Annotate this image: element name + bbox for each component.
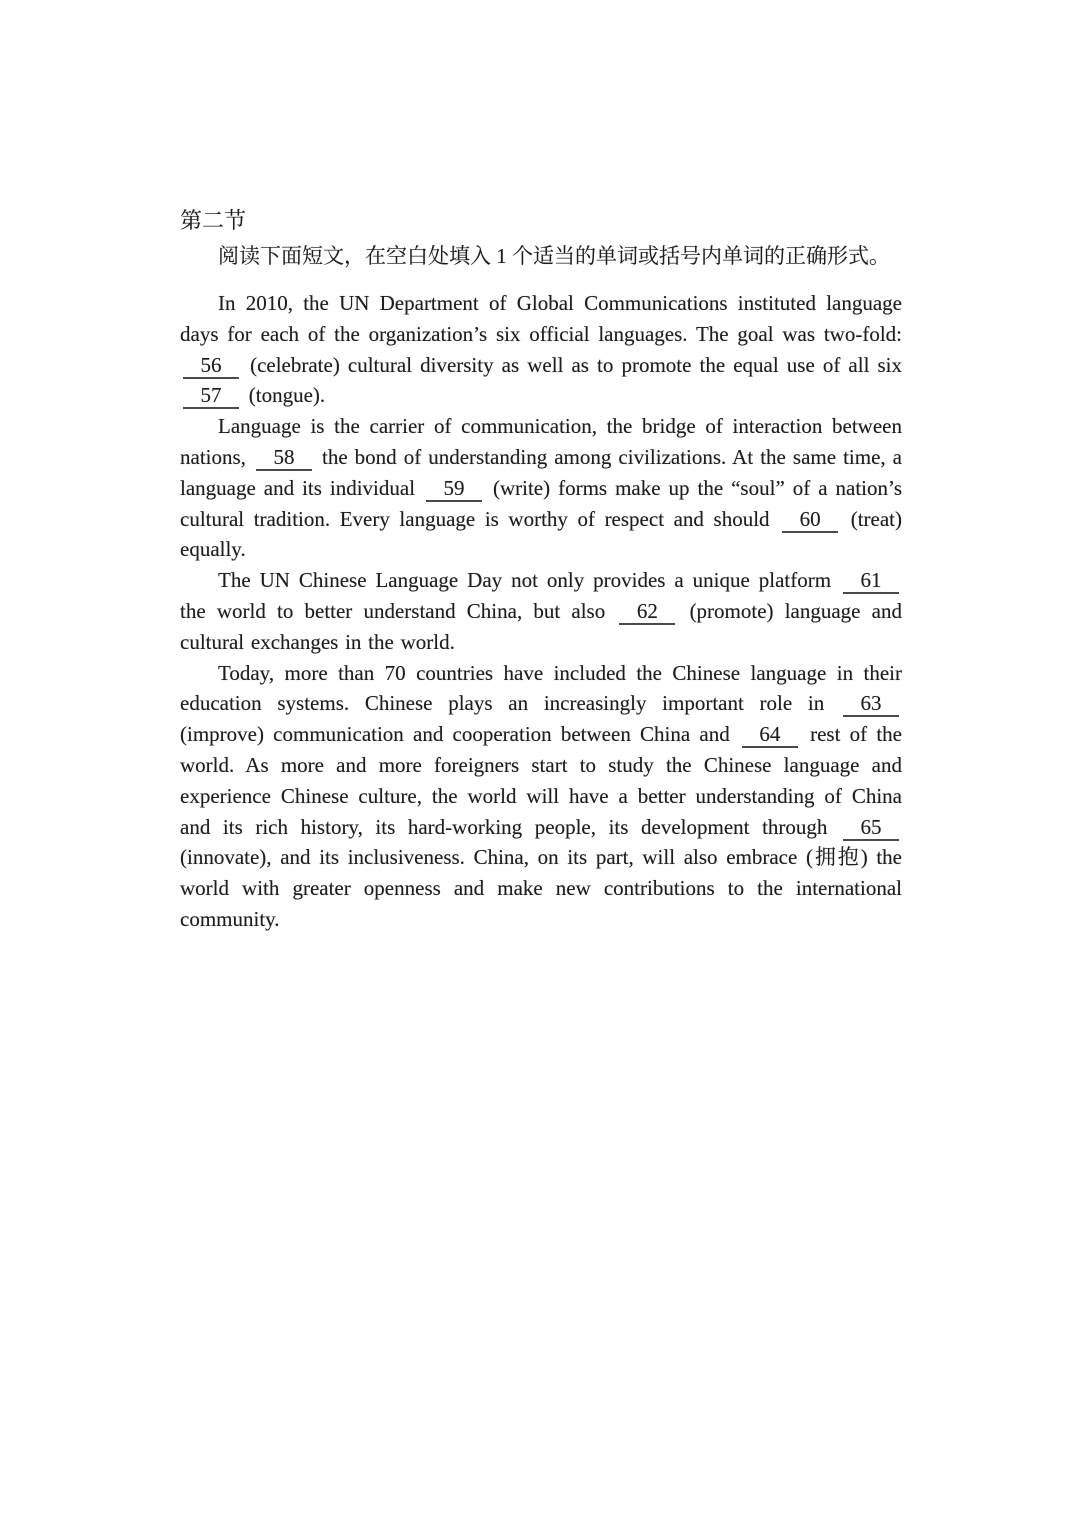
blank-65: 65 bbox=[843, 815, 899, 841]
paragraph-text: In 2010, the UN Department of Global Communications instituted language days for each of the organization’s six official languages. The goal was two-fold: bbox=[180, 291, 902, 346]
paragraph-text: (innovate), and its inclusiveness. China, on its part, will also embrace (拥抱) the world with greater openness and make new contributions to the international community. bbox=[180, 845, 902, 931]
blank-61: 61 bbox=[843, 568, 899, 594]
paragraph-text: the world to better understand China, but also bbox=[180, 598, 617, 623]
paragraph-text: (treat) equally. bbox=[180, 506, 903, 562]
paragraph-text: rest of the world. As more and more foreigners start to study the Chinese language and experience Chinese culture, the world will have a better understanding of China and its rich history, its hard-working people, its development through bbox=[180, 722, 902, 839]
blank-59: 59 bbox=[426, 476, 482, 502]
paragraph-text: (improve) communication and cooperation between China and bbox=[180, 722, 739, 747]
blank-62: 62 bbox=[619, 599, 675, 625]
blank-56: 56 bbox=[183, 353, 239, 379]
section-heading: 第二节 bbox=[180, 208, 247, 233]
blank-57: 57 bbox=[183, 383, 239, 409]
passage-paragraph-2 bbox=[180, 411, 902, 565]
blank-60: 60 bbox=[782, 507, 838, 533]
paragraph-text: (write) forms make up the “soul” of a nation’s cultural tradition. Every language is worthy of respect and should bbox=[180, 475, 902, 531]
paragraph-text: (promote) language and cultural exchanges in the world. bbox=[180, 598, 902, 654]
paragraph-text: (tongue). bbox=[242, 383, 326, 408]
paragraph-text: the bond of understanding among civilizations. At the same time, a language and its individual bbox=[180, 444, 902, 500]
passage-paragraph-1 bbox=[180, 288, 902, 411]
cloze-passage bbox=[180, 288, 902, 935]
paragraph-text: (celebrate) cultural diversity as well as to promote the equal use of all six bbox=[242, 352, 902, 377]
paragraph-text: Today, more than 70 countries have included the Chinese language in their education systems. Chinese plays an increasingly important role in bbox=[180, 660, 902, 716]
blank-64: 64 bbox=[742, 722, 798, 748]
document-page bbox=[180, 205, 902, 935]
paragraph-text: Language is the carrier of communication, the bridge of interaction between nations, bbox=[180, 414, 902, 469]
blank-63: 63 bbox=[843, 691, 899, 717]
paragraph-text: The UN Chinese Language Day not only provides a unique platform bbox=[218, 568, 840, 593]
blank-58: 58 bbox=[256, 445, 312, 471]
instruction-text: 阅读下面短文，在空白处填入 1 个适当的单词或括号内单词的正确形式。 bbox=[218, 244, 890, 268]
passage-paragraph-3 bbox=[180, 565, 902, 657]
passage-paragraph-4 bbox=[180, 658, 902, 935]
